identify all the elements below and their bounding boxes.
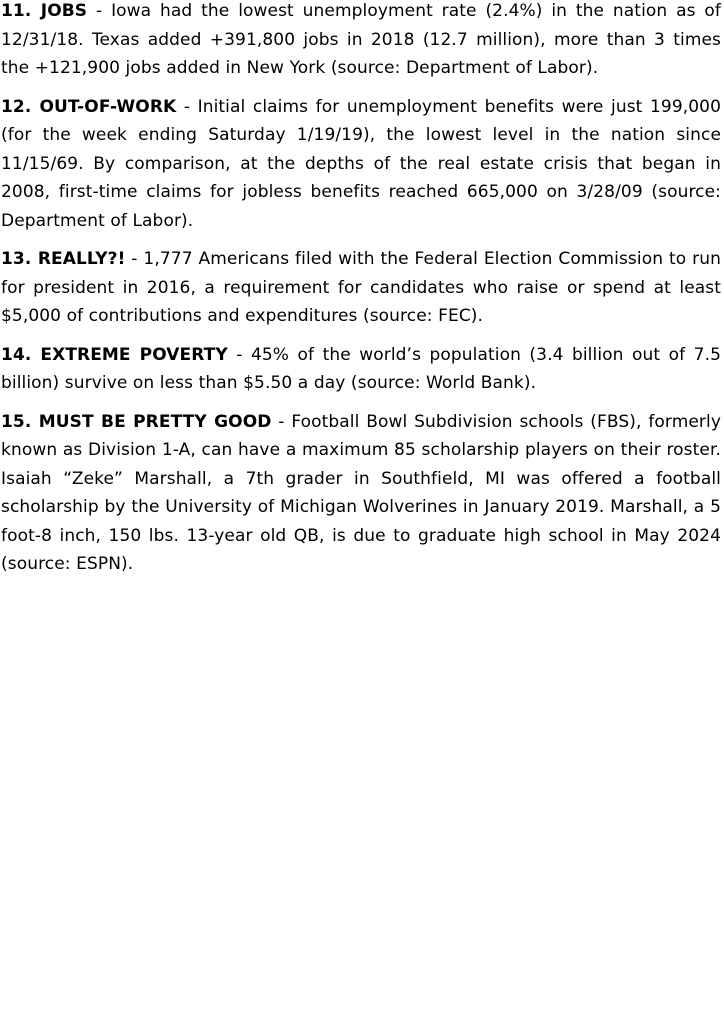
fact-body: - 45% of the world’s population (3.4 billion out of 7.5 billion) survive on less than $5.50 a day (source: World Bank). xyxy=(1,344,721,393)
fact-body: - Initial claims for unemployment benefits were just 199,000 (for the week ending Saturday 1/19/19), the lowest level in the nation since 11/15/69. By comparison, at the depths of the real estate crisis that began in 2008, first-time claims for jobless benefits reached 665,000 on 3/28/09 (source: Department of Labor). xyxy=(1,96,721,231)
fact-body: - Football Bowl Subdivision schools (FBS), formerly known as Division 1-A, can have a maximum 85 scholarship players on their roster. Isaiah “Zeke” Marshall, a 7th grader in Southfield, MI was offered a football scholarship by the University of Michigan Wolverines in January 2019. Marshall, a 5 foot-8 inch, 150 lbs. 13-year old QB, is due to graduate high school in May 2024 (source: ESPN). xyxy=(1,411,721,574)
fact-heading: 13. REALLY?! xyxy=(1,249,126,269)
fact-item-extreme-poverty xyxy=(1,341,721,398)
fact-heading: 12. OUT-OF-WORK xyxy=(1,96,177,117)
fact-body: - 1,777 Americans filed with the Federal Election Commission to run for president in 2016, a requirement for candidates who raise or spend at least $5,000 of contributions and expenditures (source: FEC). xyxy=(1,249,721,326)
fact-heading: 15. MUST BE PRETTY GOOD xyxy=(1,411,272,432)
fact-item-must-be-pretty-good xyxy=(1,408,721,579)
fact-heading: 11. JOBS xyxy=(1,1,88,21)
fact-body: - Iowa had the lowest unemployment rate (2.4%) in the nation as of 12/31/18. Texas added +391,800 jobs in 2018 (12.7 million), more than 3 times the +121,900 jobs added in New York (source: Department of Labor). xyxy=(1,1,722,78)
fact-item-jobs xyxy=(1,0,721,83)
fact-heading: 14. EXTREME POVERTY xyxy=(1,344,228,365)
fact-item-really xyxy=(1,245,721,331)
fact-item-out-of-work xyxy=(1,93,721,236)
